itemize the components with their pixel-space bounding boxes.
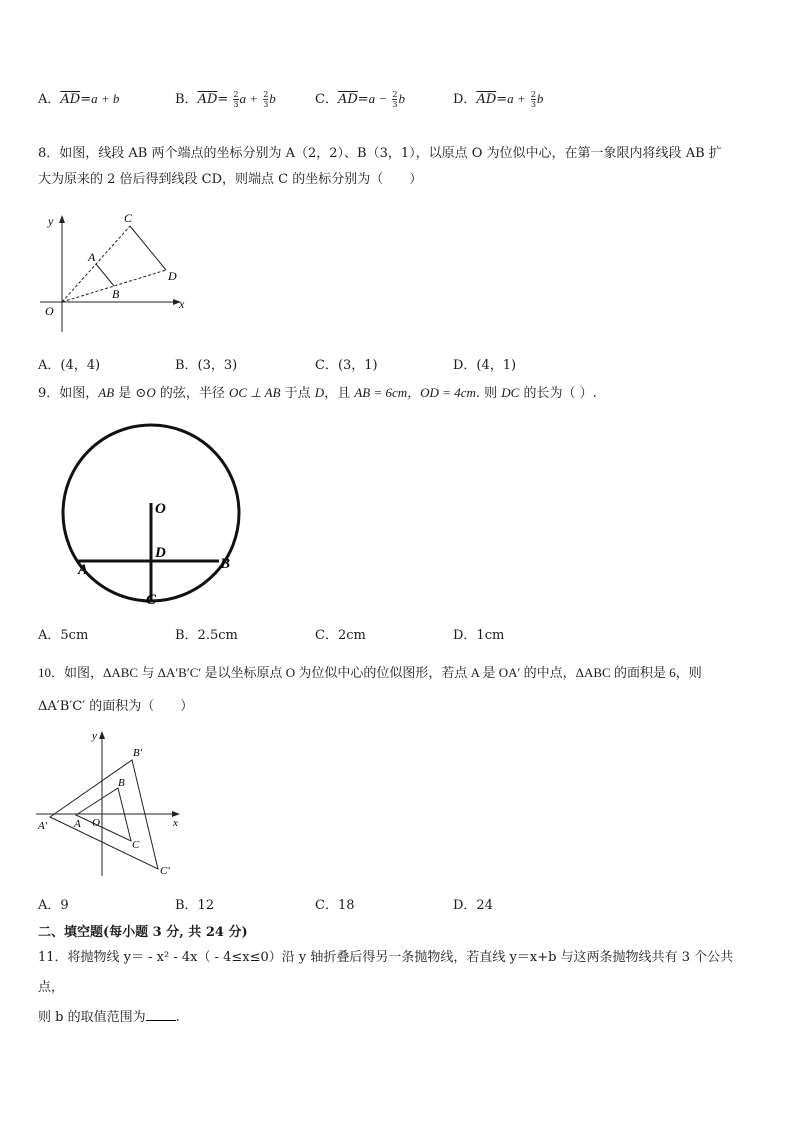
q9-label-d: D: [155, 545, 166, 561]
q9-stem: 9．如图，AB 是 ⊙O 的弦，半径 OC ⊥ AB 于点 D，且 AB = 6cm，OD = 4cm. 则 DC 的长为（ ）.: [38, 385, 597, 401]
q10-figure: [30, 726, 190, 881]
q10-label-y: y: [92, 730, 97, 742]
q8-line2: 大为原来的 2 倍后得到线段 CD，则端点 C 的坐标分别为（ ）: [38, 172, 423, 187]
q10-line2: ΔA′B′C′ 的面积为（ ）: [38, 699, 194, 714]
q9-label-a: A: [78, 562, 89, 578]
q10-label-o: O: [92, 817, 100, 829]
q8-label-o: O: [45, 304, 54, 318]
q10-option-b[interactable]: B．12: [175, 898, 215, 913]
q7-option-b[interactable]: B．$\overline{AD}=$ $\frac{2}{3}$ a + $\frac{2}{3}$ b: [175, 90, 276, 109]
section-heading: 二、填空题(每小题 3 分, 共 24 分): [38, 925, 248, 940]
q10-label-c: C: [132, 839, 140, 851]
q8-figure: [36, 210, 206, 335]
q10-option-a[interactable]: A．9: [38, 898, 69, 913]
q10-label-a: A: [74, 818, 81, 830]
q10-line1: 10．如图，ΔABC 与 ΔA′B′C′ 是以坐标原点 O 为位似中心的位似图形，若点 A 是 OA′ 的中点，ΔABC 的面积是 6，则: [38, 665, 702, 680]
q8-stem: [38, 141, 758, 193]
q8-label-b: B: [112, 287, 120, 301]
q10-option-c[interactable]: C．18: [315, 898, 355, 913]
q10-label-b-prime: B′: [133, 747, 143, 759]
q8-option-a[interactable]: A．(4，4): [38, 358, 101, 373]
q9-option-d[interactable]: D．1cm: [453, 628, 505, 643]
q9-option-b[interactable]: B．2.5cm: [175, 628, 238, 643]
q8-label-c: C: [124, 211, 133, 225]
q10-label-c-prime: C′: [160, 865, 170, 877]
q9-label-b: B: [220, 556, 231, 572]
q9-label-o: O: [155, 501, 166, 517]
q10-stem: [38, 656, 758, 724]
q10-label-x: x: [173, 817, 178, 829]
q10-label-a-prime: A′: [38, 820, 48, 832]
q9-label-c: C: [146, 592, 157, 608]
q9-option-a[interactable]: A．5cm: [38, 628, 89, 643]
q9-figure: [60, 418, 270, 618]
q7-option-c[interactable]: C．$\overline{AD}=a$ − $\frac{2}{3}$ b: [315, 90, 405, 109]
q8-label-a: A: [88, 250, 96, 264]
q11-stem: [38, 943, 758, 1033]
q9-option-c[interactable]: C．2cm: [315, 628, 366, 643]
q8-line1: 8．如图，线段 AB 两个端点的坐标分别为 A（2，2）、B（3，1），以原点 O 为位似中心，在第一象限内将线段 AB 扩: [38, 146, 722, 161]
q7-option-a[interactable]: A．$\overline{AD}=a + b$: [38, 91, 120, 107]
q8-option-d[interactable]: D．(4，1): [453, 358, 517, 373]
q8-option-b[interactable]: B．(3，3): [175, 358, 238, 373]
q7-option-d[interactable]: D．$\overline{AD}=a$ + $\frac{2}{3}$ b: [453, 90, 544, 109]
q8-label-x: x: [179, 297, 185, 311]
q10-label-b: B: [118, 777, 125, 789]
q11-line2: 则 b 的取值范围为 .: [38, 1010, 180, 1025]
q11-answer-blank[interactable]: [146, 1008, 176, 1021]
q8-label-y: y: [48, 214, 54, 228]
q10-option-d[interactable]: D．24: [453, 898, 493, 913]
q8-label-d: D: [168, 269, 177, 283]
q8-option-c[interactable]: C．(3，1): [315, 358, 378, 373]
q11-line1: 11．将抛物线 y＝ - x² - 4x（ - 4≤x≤0）沿 y 轴折叠后得另一条抛物线，若直线 y＝x+b 与这两条抛物线共有 3 个公共点，: [38, 950, 734, 995]
